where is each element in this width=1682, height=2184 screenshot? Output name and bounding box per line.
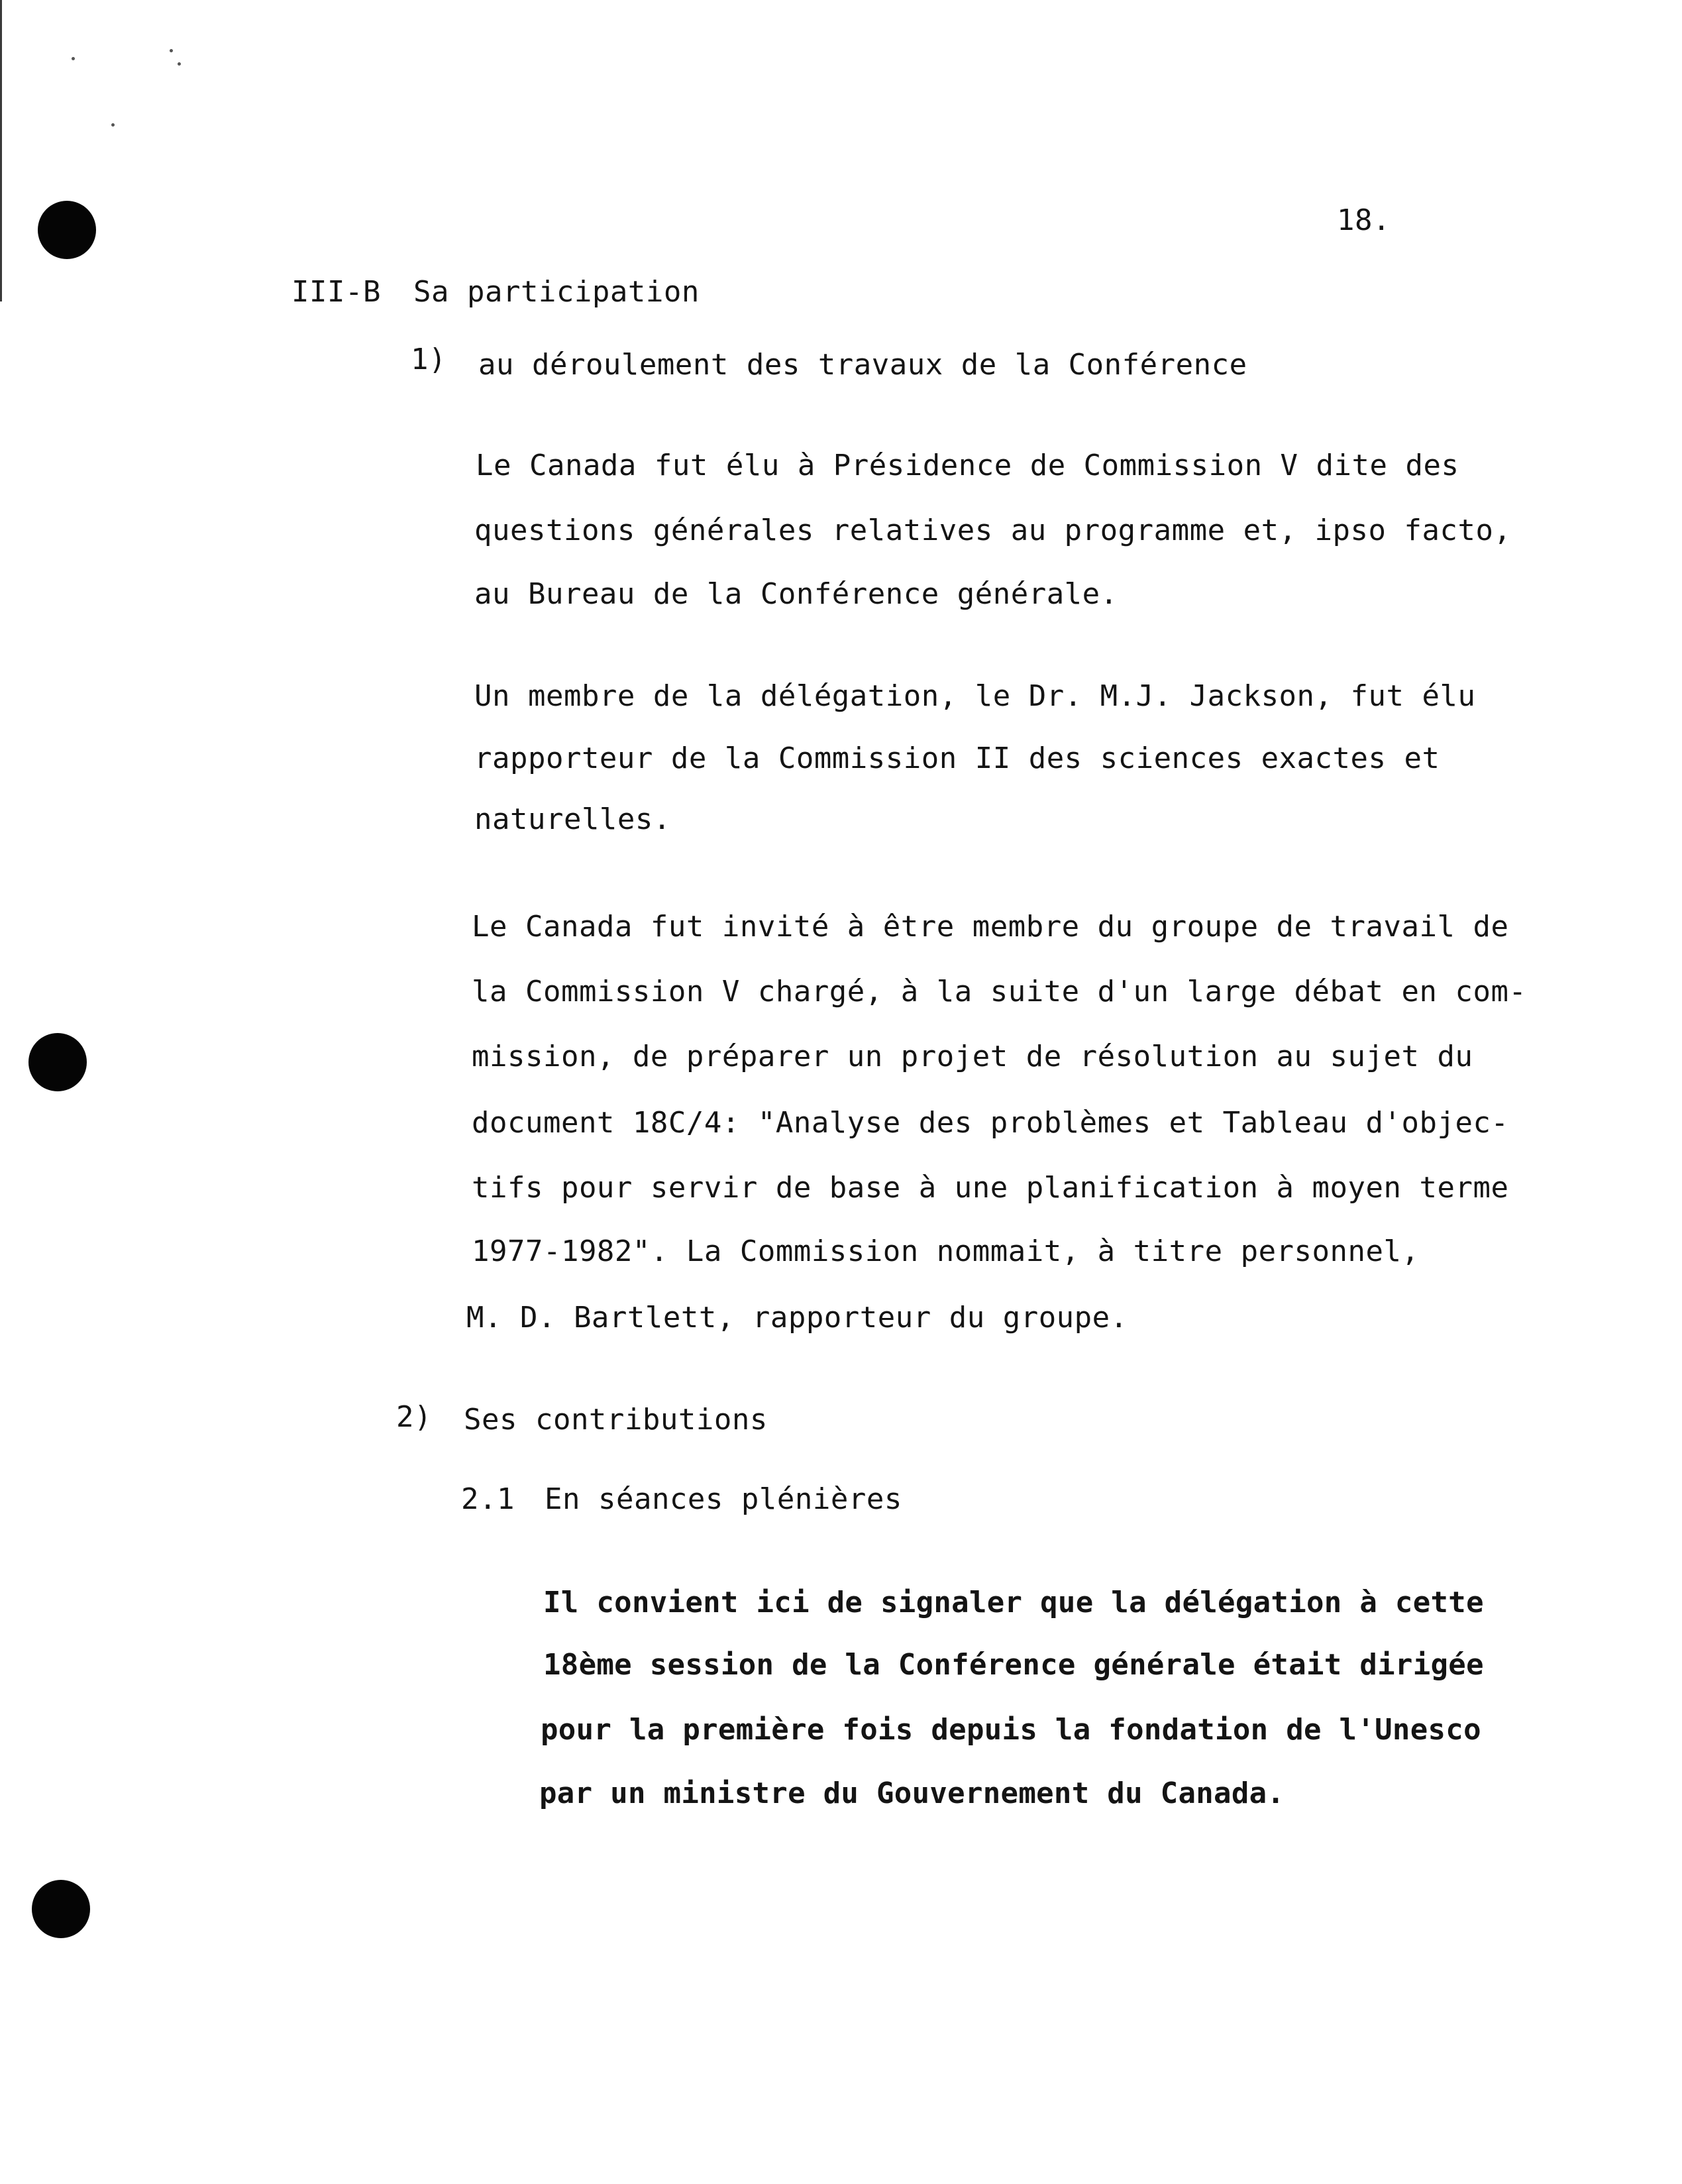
page-edge-line [0,0,2,301]
item-1-title: au déroulement des travaux de la Conférence [478,348,1247,382]
paragraph-line: Il convient ici de signaler que la délégation à cette [543,1586,1484,1619]
paragraph-line: au Bureau de la Conférence générale. [474,577,1118,611]
paragraph-line: la Commission V chargé, à la suite d'un large débat en com- [472,975,1527,1009]
paragraph-line: rapporteur de la Commission II des sciences exactes et [474,741,1440,775]
paragraph-line: Le Canada fut élu à Présidence de Commission V dite des [476,449,1459,482]
subsection-number: 2.1 [461,1482,515,1516]
paragraph-line: par un ministre du Gouvernement du Canada. [539,1776,1285,1810]
paragraph-line: pour la première fois depuis la fondation de l'Unesco [541,1713,1481,1747]
punch-hole-top [38,201,96,259]
paragraph-line: document 18C/4: "Analyse des problèmes et Tableau d'objec- [472,1106,1509,1140]
punch-hole-middle [28,1033,87,1091]
paragraph-line: 1977-1982". La Commission nommait, à titre personnel, [472,1234,1420,1268]
scan-speck [170,49,173,52]
section-title: Sa participation [413,275,700,309]
section-number: III-B [291,275,381,309]
scan-speck [178,62,181,66]
scan-speck [111,123,115,127]
paragraph-line: naturelles. [474,802,671,836]
paragraph-line: questions générales relatives au programme et, ipso facto, [474,514,1512,547]
punch-hole-bottom [32,1880,90,1938]
subsection-title: En séances plénières [545,1482,902,1516]
scan-speck [72,57,75,60]
paragraph-line: mission, de préparer un projet de résolution au sujet du [472,1040,1473,1073]
item-2-title: Ses contributions [464,1403,768,1437]
paragraph-line: Un membre de la délégation, le Dr. M.J. Jackson, fut élu [474,679,1476,713]
item-2-number: 2) [396,1400,432,1434]
paragraph-line: 18ème session de la Conférence générale était dirigée [543,1648,1484,1682]
paragraph-line: tifs pour servir de base à une planification à moyen terme [472,1171,1509,1205]
item-1-number: 1) [411,343,447,376]
paragraph-line: Le Canada fut invité à être membre du groupe de travail de [472,910,1509,944]
page-number: 18. [1337,203,1391,237]
paragraph-line: M. D. Bartlett, rapporteur du groupe. [466,1301,1128,1335]
